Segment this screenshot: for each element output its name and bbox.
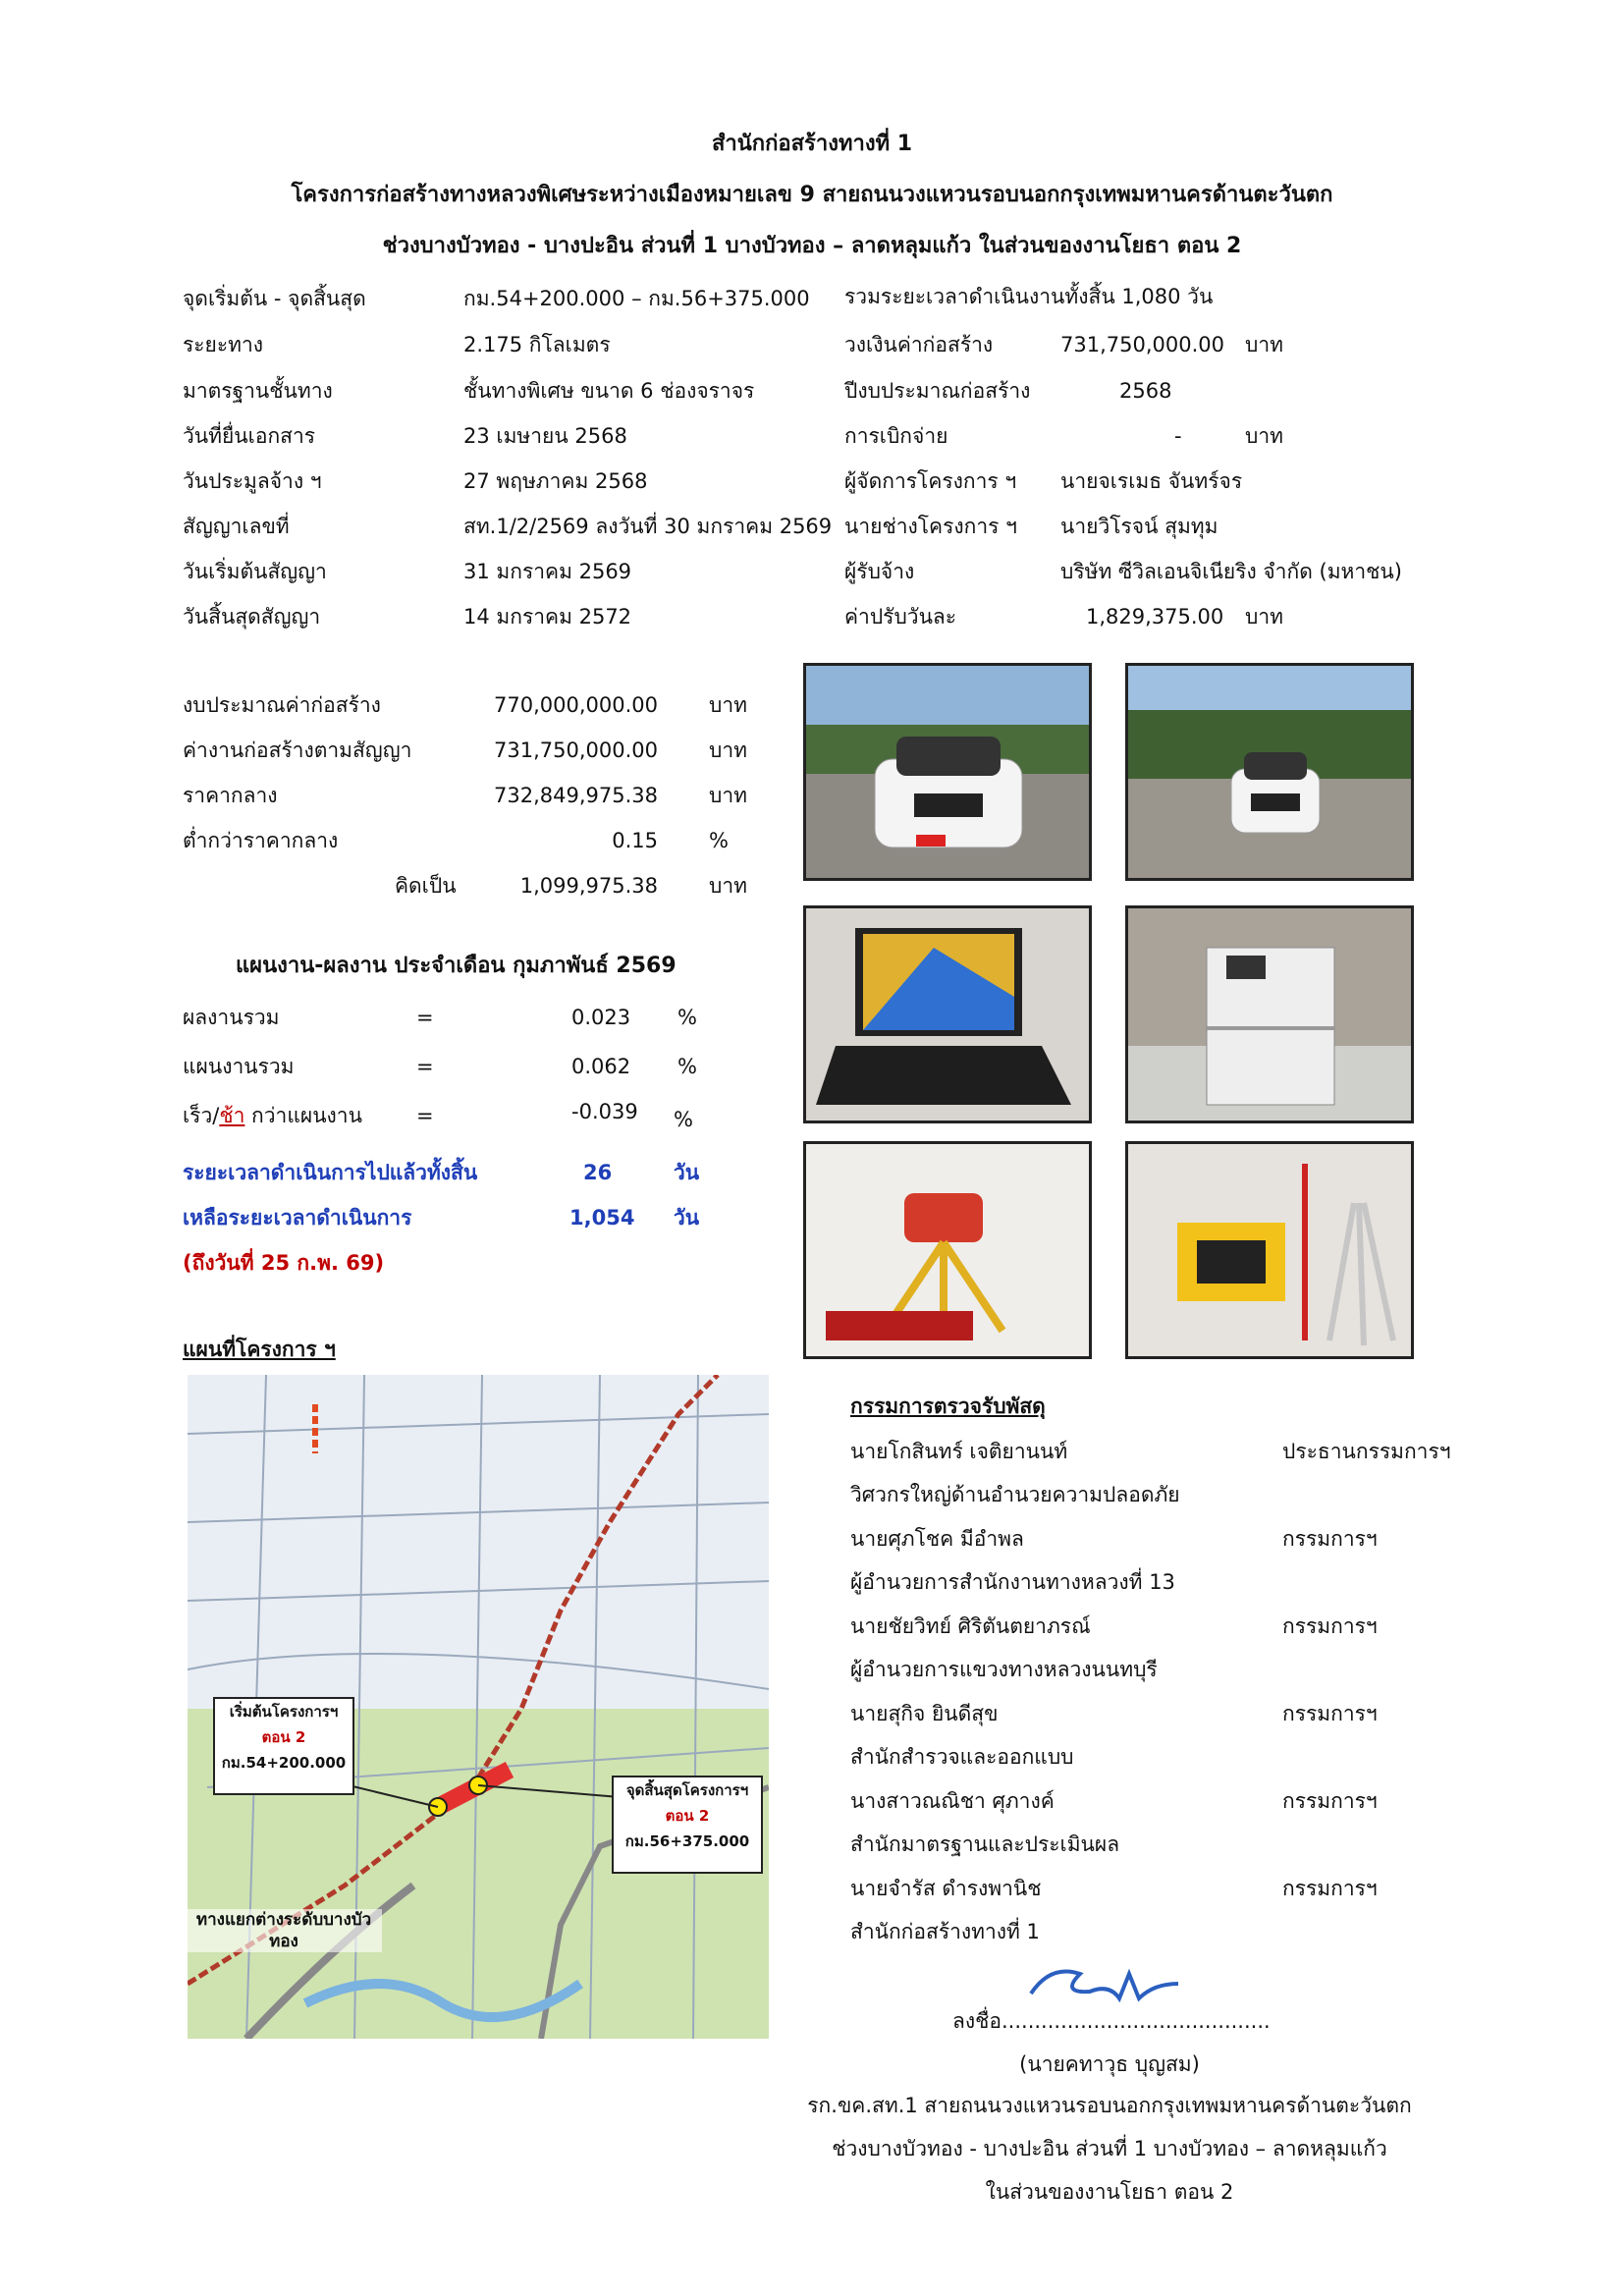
header-line-1: สำนักก่อสร้างทางที่ 1	[711, 132, 913, 156]
end-callout	[612, 1776, 763, 1874]
as-of-date: (ถึงวันที่ 25 ก.พ. 69)	[183, 1251, 385, 1275]
member-name: นายชัยวิทย์ ศิริตันตยาภรณ์	[850, 1614, 1091, 1638]
info-value: 2568	[1119, 379, 1172, 403]
info-unit: บาท	[1245, 333, 1283, 356]
info-value: 27 พฤษภาคม 2568	[463, 469, 648, 493]
signer-name: (นายคทาวุธ บุญสม)	[1019, 2052, 1200, 2076]
info-label: มาตรฐานชั้นทาง	[183, 379, 333, 403]
start-km: กม.54+200.000	[221, 1754, 347, 1772]
committee-title: กรรมการตรวจรับพัสดุ	[850, 1394, 1046, 1418]
truck-photo-illustration	[806, 666, 1089, 878]
member-org: ผู้อำนวยการสำนักงานทางหลวงที่ 13	[850, 1570, 1175, 1594]
progress-value: -0.039	[571, 1100, 638, 1123]
map-title: แผนที่โครงการ ฯ	[183, 1338, 336, 1361]
photo-truck-parked	[1125, 663, 1414, 881]
info-label: วันที่ยื่นเอกสาร	[183, 424, 316, 448]
progress-eq: =	[416, 1104, 434, 1127]
budget-label: ต่ำกว่าราคากลาง	[183, 829, 339, 852]
progress-unit: %	[677, 1055, 697, 1078]
budget-label: ราคากลาง	[183, 784, 278, 807]
info-label: สัญญาเลขที่	[183, 515, 290, 538]
member-name: นางสาวณณิชา ศุภางค์	[850, 1789, 1055, 1813]
label-slow: ช้า	[219, 1104, 245, 1127]
signer-position-2: ช่วงบางบัวทอง - บางปะอิน ส่วนที่ 1 บางบัวทอง – ลาดหลุมแก้ว	[832, 2137, 1387, 2160]
info-unit: บาท	[1245, 605, 1283, 629]
label-fast: เร็ว/	[183, 1104, 220, 1127]
photo-copier	[1125, 905, 1414, 1123]
header-line-3: ช่วงบางบัวทอง - บางปะอิน ส่วนที่ 1 บางบัวทอง – ลาดหลุมแก้ว ในส่วนของงานโยธา ตอน 2	[382, 234, 1242, 258]
info-value: 23 เมษายน 2568	[463, 424, 627, 448]
start-title: เริ่มต้นโครงการฯ	[229, 1703, 339, 1721]
photo-level-instrument	[803, 1141, 1092, 1359]
photo-truck-front	[803, 663, 1092, 881]
label-suffix: กว่าแผนงาน	[244, 1104, 362, 1127]
start-callout	[213, 1697, 354, 1795]
progress-value: 0.023	[571, 1006, 631, 1029]
member-org: ผู้อำนวยการแขวงทางหลวงนนทบุรี	[850, 1658, 1158, 1681]
info-label: ระยะทาง	[183, 333, 264, 356]
info-value: 731,750,000.00	[1060, 333, 1224, 356]
info-value: สท.1/2/2569 ลงวันที่ 30 มกราคม 2569	[463, 515, 833, 538]
budget-unit: บาท	[709, 738, 747, 762]
member-org: สำนักสำรวจและออกแบบ	[850, 1745, 1074, 1769]
info-label: ค่าปรับวันละ	[844, 605, 957, 629]
info-value: บริษัท ซีวิลเอนจิเนียริง จำกัด (มหาชน)	[1060, 560, 1402, 583]
budget-value: 732,849,975.38	[494, 784, 658, 807]
member-org: วิศวกรใหญ่ด้านอำนวยความปลอดภัย	[850, 1483, 1180, 1506]
member-role: กรรมการฯ	[1282, 1614, 1378, 1638]
budget-label: งบประมาณค่าก่อสร้าง	[183, 693, 381, 717]
progress-eq: =	[416, 1006, 434, 1029]
remaining-label: เหลือระยะเวลาดำเนินการ	[183, 1206, 412, 1230]
level-photo-illustration	[806, 1144, 1089, 1356]
signature-image	[1021, 1954, 1188, 2013]
project-map	[188, 1375, 769, 2039]
info-label: รวมระยะเวลาดำเนินงานทั้งสิ้น 1,080 วัน	[844, 285, 1214, 308]
remaining-value: 1,054	[569, 1206, 635, 1230]
budget-unit: บาท	[709, 874, 747, 898]
end-title: จุดสิ้นสุดโครงการฯ	[625, 1781, 749, 1799]
budget-value: 770,000,000.00	[494, 693, 658, 717]
member-name: นายศุภโชค มีอำพล	[850, 1527, 1024, 1551]
progress-label: ผลงานรวม	[183, 1006, 280, 1029]
info-label: วันเริ่มต้นสัญญา	[183, 560, 327, 583]
sign-line: ลงชื่อ.........................................	[952, 2009, 1271, 2033]
header-line-2: โครงการก่อสร้างทางหลวงพิเศษระหว่างเมืองหมายเลข 9 สายถนนวงแหวนรอบนอกกรุงเทพมหานครด้านตะวันตก	[291, 183, 1333, 207]
progress-label	[183, 1102, 362, 1129]
budget-label: ค่างานก่อสร้างตามสัญญา	[183, 738, 412, 762]
member-role: กรรมการฯ	[1282, 1877, 1378, 1900]
info-label: การเบิกจ่าย	[844, 424, 948, 448]
member-name: นายสุกิจ ยินดีสุข	[850, 1702, 999, 1725]
info-label: วันประมูลจ้าง ฯ	[183, 469, 322, 493]
progress-eq: =	[416, 1055, 434, 1078]
progress-title: แผนงาน-ผลงาน ประจำเดือน กุมภาพันธ์ 2569	[236, 954, 677, 978]
elapsed-label: ระยะเวลาดำเนินการไปแล้วทั้งสิ้น	[183, 1161, 478, 1184]
info-label: ผู้จัดการโครงการ ฯ	[844, 469, 1017, 493]
end-section: ตอน 2	[665, 1807, 710, 1825]
info-value: -	[1174, 424, 1182, 448]
info-label: ผู้รับจ้าง	[844, 560, 915, 583]
survey-photo-illustration	[1128, 1144, 1411, 1356]
copier-photo-illustration	[1128, 908, 1411, 1121]
budget-value: 731,750,000.00	[494, 738, 658, 762]
member-org: สำนักก่อสร้างทางที่ 1	[850, 1920, 1040, 1943]
budget-value: 0.15	[612, 829, 658, 852]
member-role: กรรมการฯ	[1282, 1789, 1378, 1813]
elapsed-unit: วัน	[674, 1161, 700, 1184]
budget-label: คิดเป็น	[395, 874, 457, 898]
progress-unit: %	[677, 1006, 697, 1029]
info-value: กม.54+200.000 – กม.56+375.000	[463, 287, 810, 310]
info-value: 14 มกราคม 2572	[463, 605, 632, 629]
budget-unit: บาท	[709, 693, 747, 717]
info-unit: บาท	[1245, 424, 1283, 448]
info-value: 31 มกราคม 2569	[463, 560, 632, 583]
info-label: จุดเริ่มต้น - จุดสิ้นสุด	[183, 287, 366, 310]
laptop-photo-illustration	[806, 908, 1089, 1121]
budget-unit: บาท	[709, 784, 747, 807]
info-value: นายจเรเมธ จันทร์จร	[1060, 469, 1243, 493]
budget-unit: %	[709, 829, 729, 852]
junction-label: ทางแยกต่างระดับบางบัว ทอง	[186, 1909, 382, 1952]
signer-position-1: รก.ขค.สท.1 สายถนนวงแหวนรอบนอกกรุงเทพมหานครด้านตะวันตก	[807, 2094, 1412, 2117]
info-label: นายช่างโครงการ ฯ	[844, 515, 1017, 538]
member-role: กรรมการฯ	[1282, 1527, 1378, 1551]
info-value: ชั้นทางพิเศษ ขนาด 6 ช่องจราจร	[463, 379, 755, 403]
info-label: วันสิ้นสุดสัญญา	[183, 605, 321, 629]
elapsed-value: 26	[583, 1161, 613, 1184]
info-value: 2.175 กิโลเมตร	[463, 333, 611, 356]
progress-unit: %	[674, 1108, 693, 1131]
photo-survey-equipment	[1125, 1141, 1414, 1359]
signer-position-3: ในส่วนของงานโยธา ตอน 2	[985, 2180, 1234, 2204]
progress-value: 0.062	[571, 1055, 631, 1078]
photo-laptop	[803, 905, 1092, 1123]
member-role: ประธานกรรมการฯ	[1282, 1440, 1451, 1463]
end-km: กม.56+375.000	[624, 1832, 750, 1850]
truck-photo-illustration	[1128, 666, 1411, 878]
member-role: กรรมการฯ	[1282, 1702, 1378, 1725]
info-value: นายวิโรจน์ สุมทุม	[1060, 515, 1218, 538]
budget-value: 1,099,975.38	[519, 874, 658, 898]
member-name: นายจำรัส ดำรงพานิช	[850, 1877, 1042, 1900]
info-label: ปีงบประมาณก่อสร้าง	[844, 379, 1031, 403]
progress-label: แผนงานรวม	[183, 1055, 295, 1078]
info-label: วงเงินค่าก่อสร้าง	[844, 333, 994, 356]
info-value: 1,829,375.00	[1086, 605, 1224, 629]
remaining-unit: วัน	[674, 1206, 700, 1230]
start-section: ตอน 2	[261, 1728, 306, 1746]
member-org: สำนักมาตรฐานและประเมินผล	[850, 1832, 1120, 1856]
member-name: นายโกสินทร์ เจติยานนท์	[850, 1440, 1068, 1463]
